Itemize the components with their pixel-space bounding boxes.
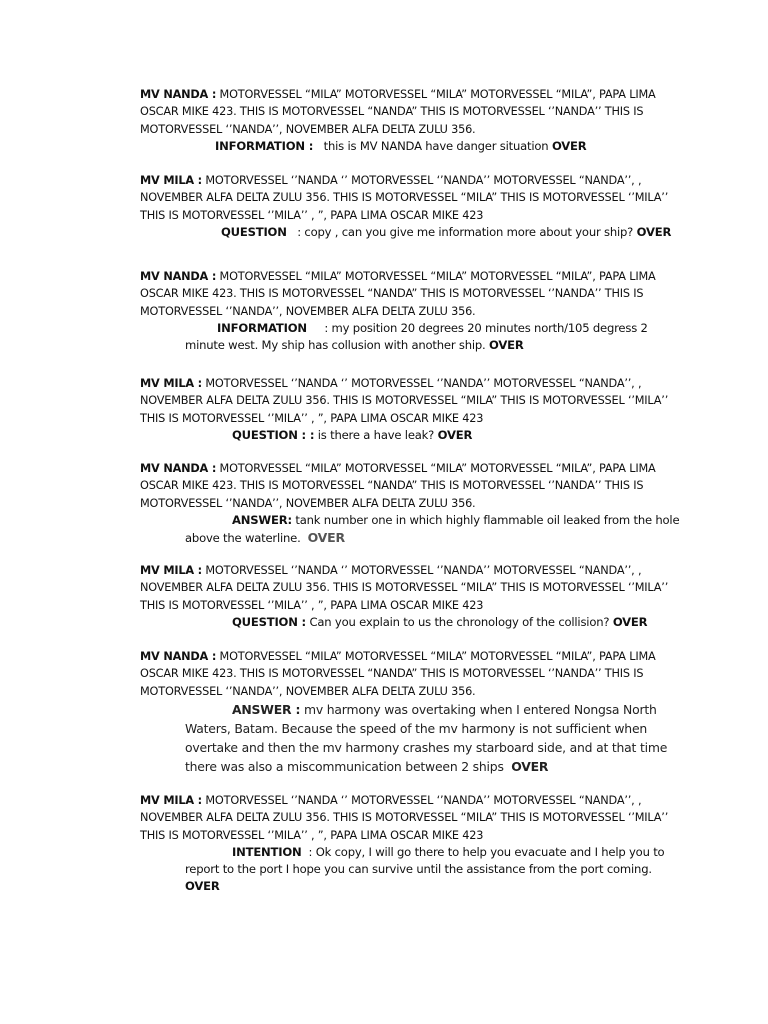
over-label: OVER — [437, 427, 473, 442]
over-label: OVER — [636, 224, 672, 239]
response-content: : Ok copy, I will go there to help you evacuate and I help you to report to the port I hope you can survive until the assistance from the port coming. — [185, 844, 665, 877]
speaker-label: MV NANDA : — [140, 270, 217, 283]
response-content: tank number one in which highly flammable oil leaked from the hole above the waterline. — [185, 512, 680, 546]
message-block-6 — [140, 562, 680, 631]
message-block-5 — [140, 460, 680, 547]
response-line — [140, 224, 680, 241]
callup-line — [140, 792, 680, 844]
callup-text: MOTORVESSEL “MILA” MOTORVESSEL “MILA” MOTORVESSEL “MILA”, PAPA LIMA OSCAR MIKE 423. THIS IS MOTORVESSEL “NANDA” THIS IS MOTORVESSEL ‘’NANDA’’ THIS IS MOTORVESSEL ‘’NANDA’’, NOVEMBER ALFA DELTA ZULU 356. — [140, 650, 656, 698]
response-keyword: ANSWER: — [232, 512, 292, 527]
response-content: : copy , can you give me information more about your ship? — [297, 224, 634, 239]
speaker-label: MV MILA : — [140, 564, 202, 577]
callup-text: MOTORVESSEL “MILA” MOTORVESSEL “MILA” MOTORVESSEL “MILA”, PAPA LIMA OSCAR MIKE 423. THIS IS MOTORVESSEL “NANDA” THIS IS MOTORVESSEL ‘’NANDA’’ THIS IS MOTORVESSEL ‘’NANDA’’, NOVEMBER ALFA DELTA ZULU 356. — [140, 462, 656, 510]
response-keyword: QUESTION : — [232, 614, 306, 629]
callup-text: MOTORVESSEL ‘’NANDA ‘’ MOTORVESSEL ‘’NANDA’’ MOTORVESSEL “NANDA’’, , NOVEMBER ALFA DELTA ZULU 356. THIS IS MOTORVESSEL “MILA” THIS IS MOTORVESSEL ‘’MILA’’ THIS IS MOTORVESSEL ‘’MILA’’ , ”, PAPA LIMA OSCAR MIKE 423 — [140, 377, 669, 425]
callup-line — [140, 562, 680, 614]
response-content: is there a have leak? — [317, 427, 435, 442]
speaker-label: MV NANDA : — [140, 462, 217, 475]
response-content: mv harmony was overtaking when I entered Nongsa North Waters, Batam. Because the speed of the mv harmony is not sufficient when overtake and then the mv harmony crashes my starboard side, and at that time there was also a miscommunication between 2 ships — [185, 701, 668, 774]
response-line — [140, 614, 680, 631]
over-label: OVER — [612, 614, 648, 629]
speaker-label: MV MILA : — [140, 174, 202, 187]
callup-line — [140, 86, 680, 138]
response-line — [140, 512, 680, 548]
response-keyword: QUESTION : : — [232, 427, 315, 442]
response-line — [140, 844, 680, 896]
callup-line — [140, 460, 680, 512]
message-block-7 — [140, 648, 680, 776]
callup-line — [140, 172, 680, 224]
message-block-2 — [140, 172, 680, 241]
over-label: OVER — [489, 338, 524, 353]
speaker-label: MV NANDA : — [140, 650, 217, 663]
callup-line — [140, 375, 680, 427]
response-keyword: ANSWER : — [232, 701, 301, 717]
callup-text: MOTORVESSEL ‘’NANDA ‘’ MOTORVESSEL ‘’NANDA’’ MOTORVESSEL “NANDA’’, , NOVEMBER ALFA DELTA ZULU 356. THIS IS MOTORVESSEL “MILA” THIS IS MOTORVESSEL ‘’MILA’’ THIS IS MOTORVESSEL ‘’MILA’’ , ”, PAPA LIMA OSCAR MIKE 423 — [140, 564, 669, 612]
response-keyword: INFORMATION — [217, 320, 307, 335]
response-keyword: INFORMATION : — [215, 138, 314, 153]
message-block-3 — [140, 268, 680, 354]
over-label: OVER — [511, 758, 549, 774]
callup-line — [140, 648, 680, 700]
speaker-label: MV NANDA : — [140, 88, 217, 101]
message-block-1 — [140, 86, 680, 155]
message-block-8 — [140, 792, 680, 896]
response-keyword: QUESTION — [221, 224, 287, 239]
speaker-label: MV MILA : — [140, 794, 202, 807]
response-line — [140, 138, 680, 155]
callup-line — [140, 268, 680, 320]
callup-text: MOTORVESSEL ‘’NANDA ‘’ MOTORVESSEL ‘’NANDA’’ MOTORVESSEL “NANDA’’, , NOVEMBER ALFA DELTA ZULU 356. THIS IS MOTORVESSEL “MILA” THIS IS MOTORVESSEL ‘’MILA’’ THIS IS MOTORVESSEL ‘’MILA’’ , ”, PAPA LIMA OSCAR MIKE 423 — [140, 174, 669, 222]
callup-text: MOTORVESSEL “MILA” MOTORVESSEL “MILA” MOTORVESSEL “MILA”, PAPA LIMA OSCAR MIKE 423. THIS IS MOTORVESSEL “NANDA” THIS IS MOTORVESSEL ‘’NANDA’’ THIS IS MOTORVESSEL ‘’NANDA’’, NOVEMBER ALFA DELTA ZULU 356. — [140, 270, 656, 318]
response-keyword: INTENTION — [232, 844, 302, 859]
over-label: OVER — [185, 879, 220, 894]
speaker-label: MV MILA : — [140, 377, 202, 390]
callup-text: MOTORVESSEL ‘’NANDA ‘’ MOTORVESSEL ‘’NANDA’’ MOTORVESSEL “NANDA’’, , NOVEMBER ALFA DELTA ZULU 356. THIS IS MOTORVESSEL “MILA” THIS IS MOTORVESSEL ‘’MILA’’ THIS IS MOTORVESSEL ‘’MILA’’ , ”, PAPA LIMA OSCAR MIKE 423 — [140, 794, 669, 842]
response-content: : my position 20 degrees 20 minutes north/105 degress 2 minute west. My ship has collusion with another ship. — [185, 320, 648, 353]
response-content: this is MV NANDA have danger situation — [323, 138, 549, 153]
response-content: Can you explain to us the chronology of the collision? — [309, 614, 610, 629]
over-label: OVER — [551, 138, 587, 153]
response-line — [140, 320, 680, 355]
message-block-4 — [140, 375, 680, 444]
callup-text: MOTORVESSEL “MILA” MOTORVESSEL “MILA” MOTORVESSEL “MILA”, PAPA LIMA OSCAR MIKE 423. THIS IS MOTORVESSEL “NANDA” THIS IS MOTORVESSEL ‘’NANDA’’ THIS IS MOTORVESSEL ‘’NANDA’’, NOVEMBER ALFA DELTA ZULU 356. — [140, 88, 656, 136]
over-label: OVER — [307, 530, 345, 546]
response-line — [140, 700, 680, 776]
response-line — [140, 427, 680, 444]
